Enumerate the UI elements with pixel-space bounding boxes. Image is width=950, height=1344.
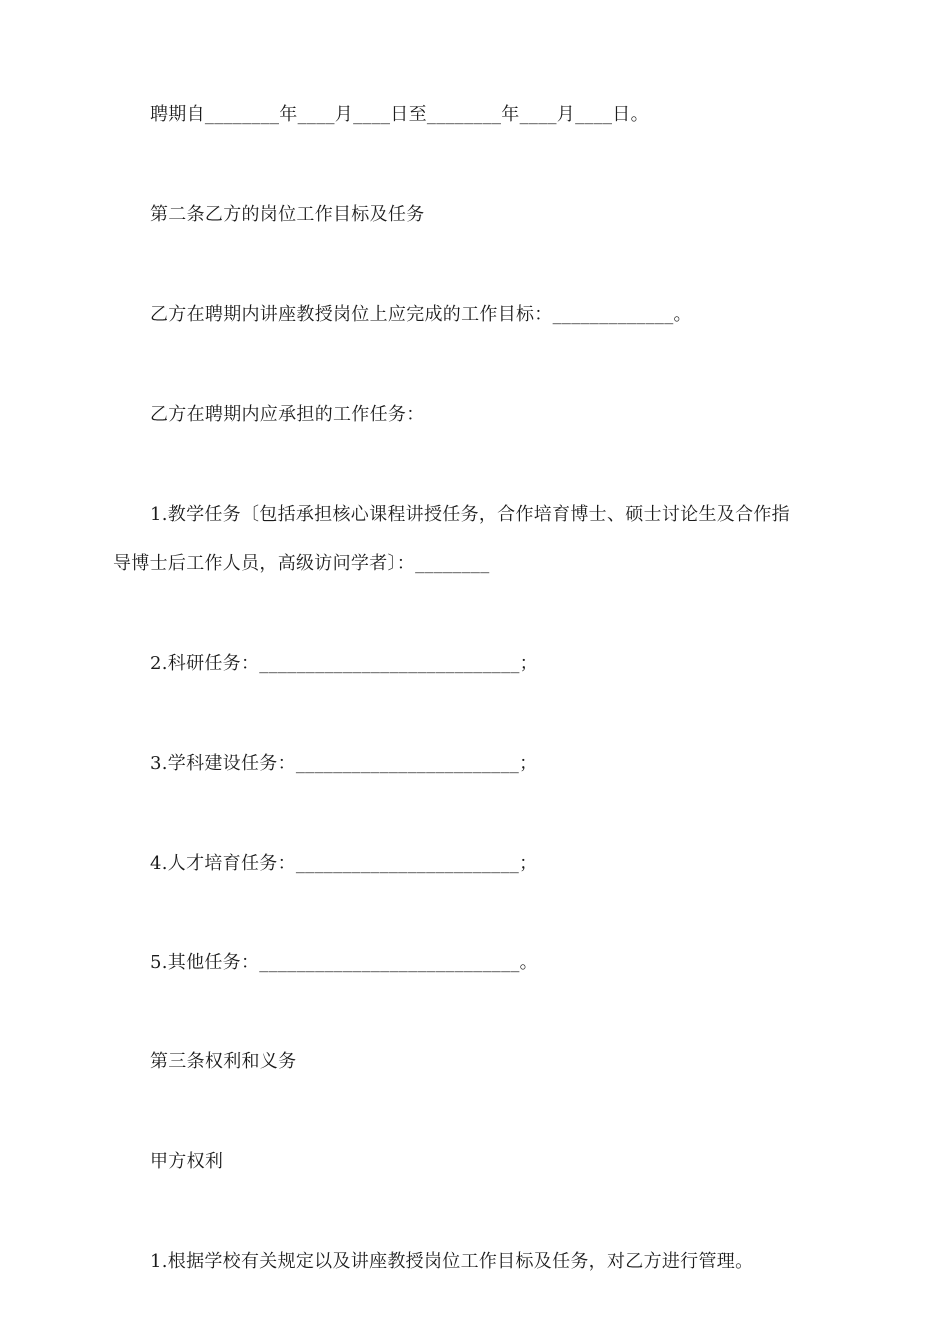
discipline-task-line: 3.学科建设任务：________________________； bbox=[150, 753, 538, 774]
party-a-rights-heading: 甲方权利 bbox=[150, 1151, 224, 1172]
article-three-heading: 第三条权利和义务 bbox=[150, 1051, 297, 1072]
party-a-right-1: 1.根据学校有关规定以及讲座教授岗位工作目标及任务，对乙方进行管理。 bbox=[150, 1251, 754, 1272]
teaching-task-line-1: 1.教学任务〔包括承担核心课程讲授任务，合作培育博士、硕士讨论生及合作指 bbox=[150, 504, 790, 525]
teaching-task-line-2: 导博士后工作人员，高级访问学者〕：________ bbox=[113, 553, 490, 574]
talent-task-line: 4.人才培育任务：________________________； bbox=[150, 853, 538, 874]
research-task-line: 2.科研任务：____________________________； bbox=[150, 653, 538, 674]
article-two-heading: 第二条乙方的岗位工作目标及任务 bbox=[150, 204, 425, 225]
work-goal-line: 乙方在聘期内讲座教授岗位上应完成的工作目标：_____________。 bbox=[150, 304, 692, 325]
work-tasks-intro: 乙方在聘期内应承担的工作任务： bbox=[150, 404, 425, 425]
other-task-line: 5.其他任务：____________________________。 bbox=[150, 952, 538, 973]
appointment-period-line: 聘期自________年____月____日至________年____月____日。 bbox=[150, 104, 649, 125]
